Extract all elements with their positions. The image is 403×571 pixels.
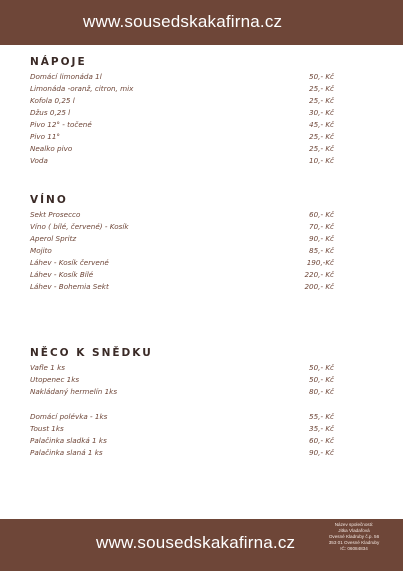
item-name: Láhev - Kosík červené <box>30 258 109 267</box>
company-info <box>310 522 398 552</box>
menu-item <box>30 119 340 131</box>
item-name: Palačinka sladká 1 ks <box>30 436 107 445</box>
item-name: Láhev - Kosík Bílé <box>30 270 94 279</box>
item-price: 45,- Kč <box>309 120 334 129</box>
company-info-line: Ovesné Kladruby č.p. 56 <box>328 534 380 539</box>
item-price: 25,- Kč <box>309 84 334 93</box>
menu-item <box>30 209 340 221</box>
header-band <box>0 0 403 45</box>
menu-item <box>30 155 340 167</box>
item-name: Limonáda -oranž, citron, mix <box>30 84 134 93</box>
item-price: 50,- Kč <box>309 363 334 372</box>
header-website-url[interactable]: www.sousedskakafirna.cz <box>83 12 283 31</box>
company-info-line: Jitka Vladařová <box>338 528 370 533</box>
menu-item <box>30 245 340 257</box>
item-name: Pivo 12° - točené <box>30 120 92 129</box>
item-price: 85,- Kč <box>309 246 334 255</box>
company-info-line: Název společnosti: <box>334 522 374 527</box>
item-name: Utopenec 1ks <box>30 375 80 384</box>
item-name: Nealko pivo <box>30 144 73 153</box>
menu-item <box>30 435 340 447</box>
item-name: Palačinka slaná 1 ks <box>30 448 103 457</box>
item-name: Láhev - Bohemia Sekt <box>30 282 109 291</box>
item-price: 60,- Kč <box>309 210 334 219</box>
item-price: 10,- Kč <box>309 156 334 165</box>
item-price: 30,- Kč <box>309 108 334 117</box>
company-info-line: 353 01 Ovesné Kladruby <box>328 540 380 545</box>
item-name: Mojito <box>30 246 52 255</box>
item-name: Voda <box>30 156 48 165</box>
menu-item <box>30 423 340 435</box>
item-name: Pivo 11° <box>30 132 61 141</box>
item-price: 80,- Kč <box>309 387 334 396</box>
menu-item <box>30 233 340 245</box>
item-price: 35,- Kč <box>309 424 334 433</box>
item-name: Víno ( bílé, červené) - Kosík <box>30 222 129 231</box>
section-title-neco-k-snedku: NĚCO K SNĚDKU <box>30 347 153 359</box>
menu-item <box>30 386 340 398</box>
menu-item <box>30 131 340 143</box>
menu-item <box>30 281 340 293</box>
item-price: 25,- Kč <box>309 132 334 141</box>
item-price: 50,- Kč <box>309 375 334 384</box>
item-price: 70,- Kč <box>309 222 334 231</box>
menu-item <box>30 362 340 374</box>
section-title-napoje: NÁPOJE <box>30 56 87 68</box>
menu-item <box>30 411 340 423</box>
item-name: Sekt Prosecco <box>30 210 81 219</box>
item-name: Domácí polévka - 1ks <box>30 412 108 421</box>
section-title-vino: VÍNO <box>30 194 68 206</box>
item-name: Aperol Spritz <box>30 234 77 243</box>
item-name: Vafle 1 ks <box>30 363 65 372</box>
item-price: 25,- Kč <box>309 144 334 153</box>
menu-item <box>30 374 340 386</box>
item-price: 90,- Kč <box>309 448 334 457</box>
item-name: Domácí limonáda 1l <box>30 72 102 81</box>
item-price: 55,- Kč <box>309 412 334 421</box>
item-price: 220,- Kč <box>304 270 334 279</box>
menu-item <box>30 447 340 459</box>
menu-item <box>30 83 340 95</box>
item-price: 190,-Kč <box>306 258 334 267</box>
footer-website-url[interactable]: www.sousedskakafirna.cz <box>96 533 296 552</box>
company-info-line: IČ: 06084834 <box>340 546 368 551</box>
item-name: Nakládaný hermelín 1ks <box>30 387 118 396</box>
item-name: Toust 1ks <box>30 424 64 433</box>
item-price: 25,- Kč <box>309 96 334 105</box>
menu-item <box>30 95 340 107</box>
item-price: 90,- Kč <box>309 234 334 243</box>
menu-item <box>30 257 340 269</box>
item-price: 50,- Kč <box>309 72 334 81</box>
menu-item <box>30 221 340 233</box>
item-name: Džus 0,25 l <box>30 108 71 117</box>
item-price: 60,- Kč <box>309 436 334 445</box>
menu-item <box>30 107 340 119</box>
footer-band <box>0 519 403 571</box>
menu-item <box>30 269 340 281</box>
item-name: Kofola 0,25 l <box>30 96 75 105</box>
item-price: 200,- Kč <box>304 282 334 291</box>
menu-item <box>30 143 340 155</box>
menu-item <box>30 71 340 83</box>
